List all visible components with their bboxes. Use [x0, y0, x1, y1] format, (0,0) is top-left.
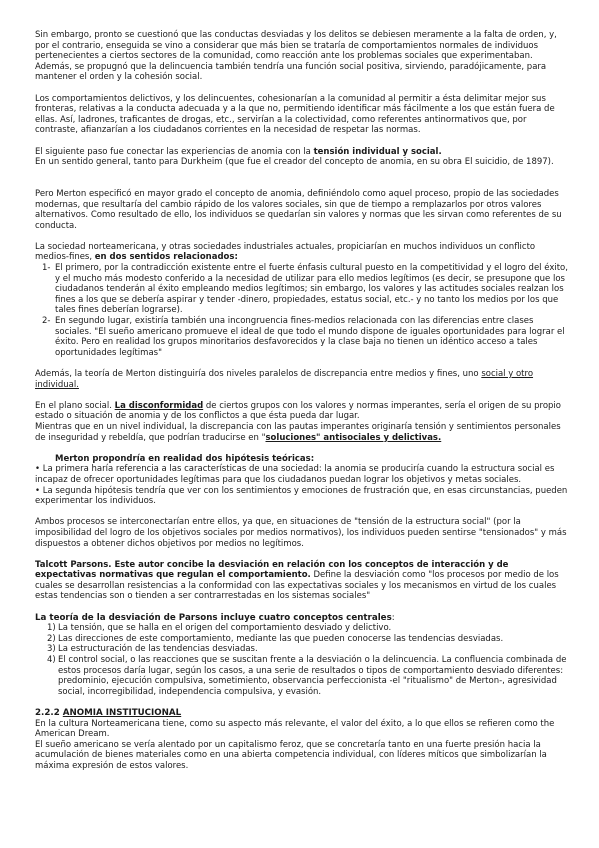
hypotheses-heading-text: Merton propondría en realidad dos hipótesis teóricas:	[55, 453, 315, 464]
document-page	[35, 30, 568, 772]
list-text: La estructuración de las tendencias desviadas.	[58, 644, 258, 655]
paragraph-6-underlined: social y otro individual.	[35, 369, 534, 390]
parsons-heading	[35, 613, 568, 624]
paragraph-7-bold-underlined: La disconformidad	[114, 400, 204, 411]
paragraph-10-text: Define la desviación como "los procesos por medio de los cuales se desarrollan resistencias a la conformidad con las expectativas sociales y los mecanismos en virtud de los cuales estas tendencias son o tienden a ser contrarrestadas en los sistemas sociales"	[35, 570, 559, 602]
paragraph-6	[35, 369, 568, 390]
paragraph-7b	[35, 422, 568, 443]
section-number: 2.2.2	[35, 708, 63, 718]
paragraph-3b: En un sentido general, tanto para Durkheim (que fue el creador del concepto de anomia, en su obra El suicidio, de 1897).	[35, 157, 554, 168]
paragraph-3-bold: tensión individual y social.	[313, 146, 442, 157]
paragraph-1: Sin embargo, pronto se cuestionó que las conductas desviadas y los delitos se debiesen meramente a la falta de orden, y, por el contrario, enseguida se vino a considerar que más bien se trataría de comportamientos normales de individuos pertenecientes a ciertos sectores de la comunidad, como reacción ante los problemas sociales que experimentaban. Además, se propugnó que la delincuencia también tendría una función social positiva, sirviendo, paradójicamente, para mantener el orden y la cohesión social.	[35, 30, 557, 83]
section-heading-2-2-2	[35, 708, 568, 719]
list-number: 2-	[42, 316, 51, 327]
parsons-heading-text: La teoría de la desviación de Parsons incluye cuatro conceptos centrales	[35, 612, 392, 623]
paragraph-5	[35, 242, 568, 263]
list-item	[35, 634, 568, 645]
list-item	[35, 316, 568, 358]
paragraph-7b-text: Mientras que en un nivel individual, la discrepancia con las pautas imperantes originaría tensión y sentimientos personales de inseguridad y rebeldía, que podrían traducirse en "	[35, 421, 561, 443]
parsons-heading-colon: :	[391, 612, 395, 623]
paragraph-3	[35, 147, 568, 158]
paragraph-5-text: La sociedad norteamericana, y otras sociedades industriales actuales, propiciarían en muchos individuos un conflicto medios-fines,	[35, 241, 536, 263]
list-text: Las direcciones de este comportamiento, mediante las que pueden conocerse las tendencias desviadas.	[58, 633, 504, 644]
paragraph-2: Los comportamientos delictivos, y los delincuentes, cohesionarían a la comunidad al permitir a ésta delimitar mejor sus fronteras, relativas a la conducta adecuada y a la que no, permitiendo identificar más fácilmente a los que están fuera de ellas. Así, ladrones, traficantes de drogas, etc., servirían a la colectividad, como referentes antinormativos que, por contraste, afianzarían a los ciudadanos corrientes en la necesidad de respetar las normas.	[35, 93, 555, 136]
parsons-list	[35, 623, 568, 697]
paragraph-4: Pero Merton especificó en mayor grado el concepto de anomia, definiéndolo como aquel proceso, propio de las sociedades modernas, que resultaría del cambio rápido de los valores sociales, sin que de tiempo a remplazarlos por otros valores alternativos. Como resultado de ello, los individuos se quedarían sin valores y normas que les sirvan como referentes de su conducta.	[35, 188, 562, 231]
paragraph-7-text: En el plano social.	[35, 400, 115, 411]
list-number: 3)	[47, 644, 56, 655]
list-text: La tensión, que se halla en el origen del comportamiento desviado y delictivo.	[58, 623, 392, 634]
list-item	[35, 655, 568, 697]
spacer	[35, 697, 568, 708]
list-item	[35, 644, 568, 655]
paragraph-10-bold: Talcott Parsons. Este autor concibe la desviación en relación con los conceptos de interacción y de expectativas normativas que regulan el comportamiento.	[35, 559, 509, 581]
paragraph-10	[35, 560, 568, 602]
paragraph-3-text: El siguiente paso fue conectar las experiencias de anomia con la	[35, 146, 314, 157]
list-text: El control social, o las reacciones que se suscitan frente a la desviación o la delincuencia. La confluencia combinada de estos procesos daría lugar, según los casos, a una serie de resultados o tipos de comportamiento desviado diferentes: predominio, ejecución compulsiva, sometimiento, observancia perfeccionista -el "ritualismo" de Merton-, agresividad social, incorregibilidad, independencia compulsiva, y evasión.	[58, 655, 567, 697]
list-number: 4)	[47, 655, 56, 666]
hypothesis-1: • La primera haría referencia a las características de una sociedad: la anomia se produciría cuando la estructura social es incapaz de ofrecer oportunidades legítimas para que los ciudadanos puedan lograr los objetivos y metas sociales.	[35, 464, 555, 485]
list-item	[35, 263, 568, 316]
paragraph-12: En la cultura Norteamericana tiene, como su aspecto más relevante, el valor del éxito, a lo que ellos se refieren como the American Dream.	[35, 718, 555, 740]
hypothesis-2: • La segunda hipótesis tendría que ver con los sentimientos y emociones de frustración que, en esas circunstancias, pueden experimentar los individuos.	[35, 485, 568, 507]
spacer	[35, 178, 568, 189]
paragraph-9: Ambos procesos se interconectarían entre ellos, ya que, en situaciones de "tensión de la estructura social" (por la imposibilidad del logro de los objetivos sociales por medios normativos), los individuos pueden sentirse "tensionados" y más dispuestos a obtener dichos objetivos por medios no legítimos.	[35, 517, 567, 549]
hypotheses-heading	[35, 454, 568, 465]
list-number: 2)	[47, 633, 56, 644]
list-item	[35, 623, 568, 634]
list-text: El primero, por la contradicción existente entre el fuerte énfasis cultural puesto en la competitividad y el logro del éxito, y el mucho más modesto conferido a la necesidad de utilizar para ello medios legítimos (es decir, se presupone que los ciudadanos tenderán al éxito empleando medios legítimos; sin embargo, los valores y las actitudes sociales realzan los fines a los que se debería aspirar y tender -dinero, propiedades, estatus social, etc.- y no tanto los medios por los que tales fines deberían lograrse).	[55, 263, 568, 316]
list-number: 1)	[47, 623, 56, 634]
merton-list	[35, 263, 568, 358]
paragraph-7-text-2: de ciertos grupos con los valores y normas imperantes, sería el origen de su propio estado o situación de anomia y de los conflictos a que ésta pueda dar lugar.	[35, 400, 561, 422]
paragraph-7	[35, 401, 568, 422]
paragraph-7b-bold-underlined: soluciones" antisociales y delictivas.	[265, 432, 442, 443]
paragraph-13: El sueño americano se vería alentado por un capitalismo feroz, que se concretaría tanto en una fuerte presión hacia la acumulación de bienes materiales como en una abierta competencia individual, con líderes míticos que simbolizarían la máxima expresión de estos valores.	[35, 739, 547, 771]
list-number: 1-	[42, 263, 51, 274]
spacer	[35, 358, 568, 369]
list-text: En segundo lugar, existiría también una incongruencia fines-medios relacionada con las diferencias entre clases sociales. "El sueño americano promueve el ideal de que todo el mundo dispone de iguales oportunidades para lograr el éxito. Pero en realidad los grupos minoritarios desfavorecidos y la clase baja no tienen un idéntico acceso a tales oportunidades legítimas"	[55, 316, 565, 358]
paragraph-6-text: Además, la teoría de Merton distinguiría dos niveles paralelos de discrepancia entre medios y fines, uno	[35, 369, 482, 379]
section-title: ANOMIA INSTITUCIONAL	[62, 708, 182, 718]
paragraph-5-bold: en dos sentidos relacionados:	[94, 252, 238, 263]
